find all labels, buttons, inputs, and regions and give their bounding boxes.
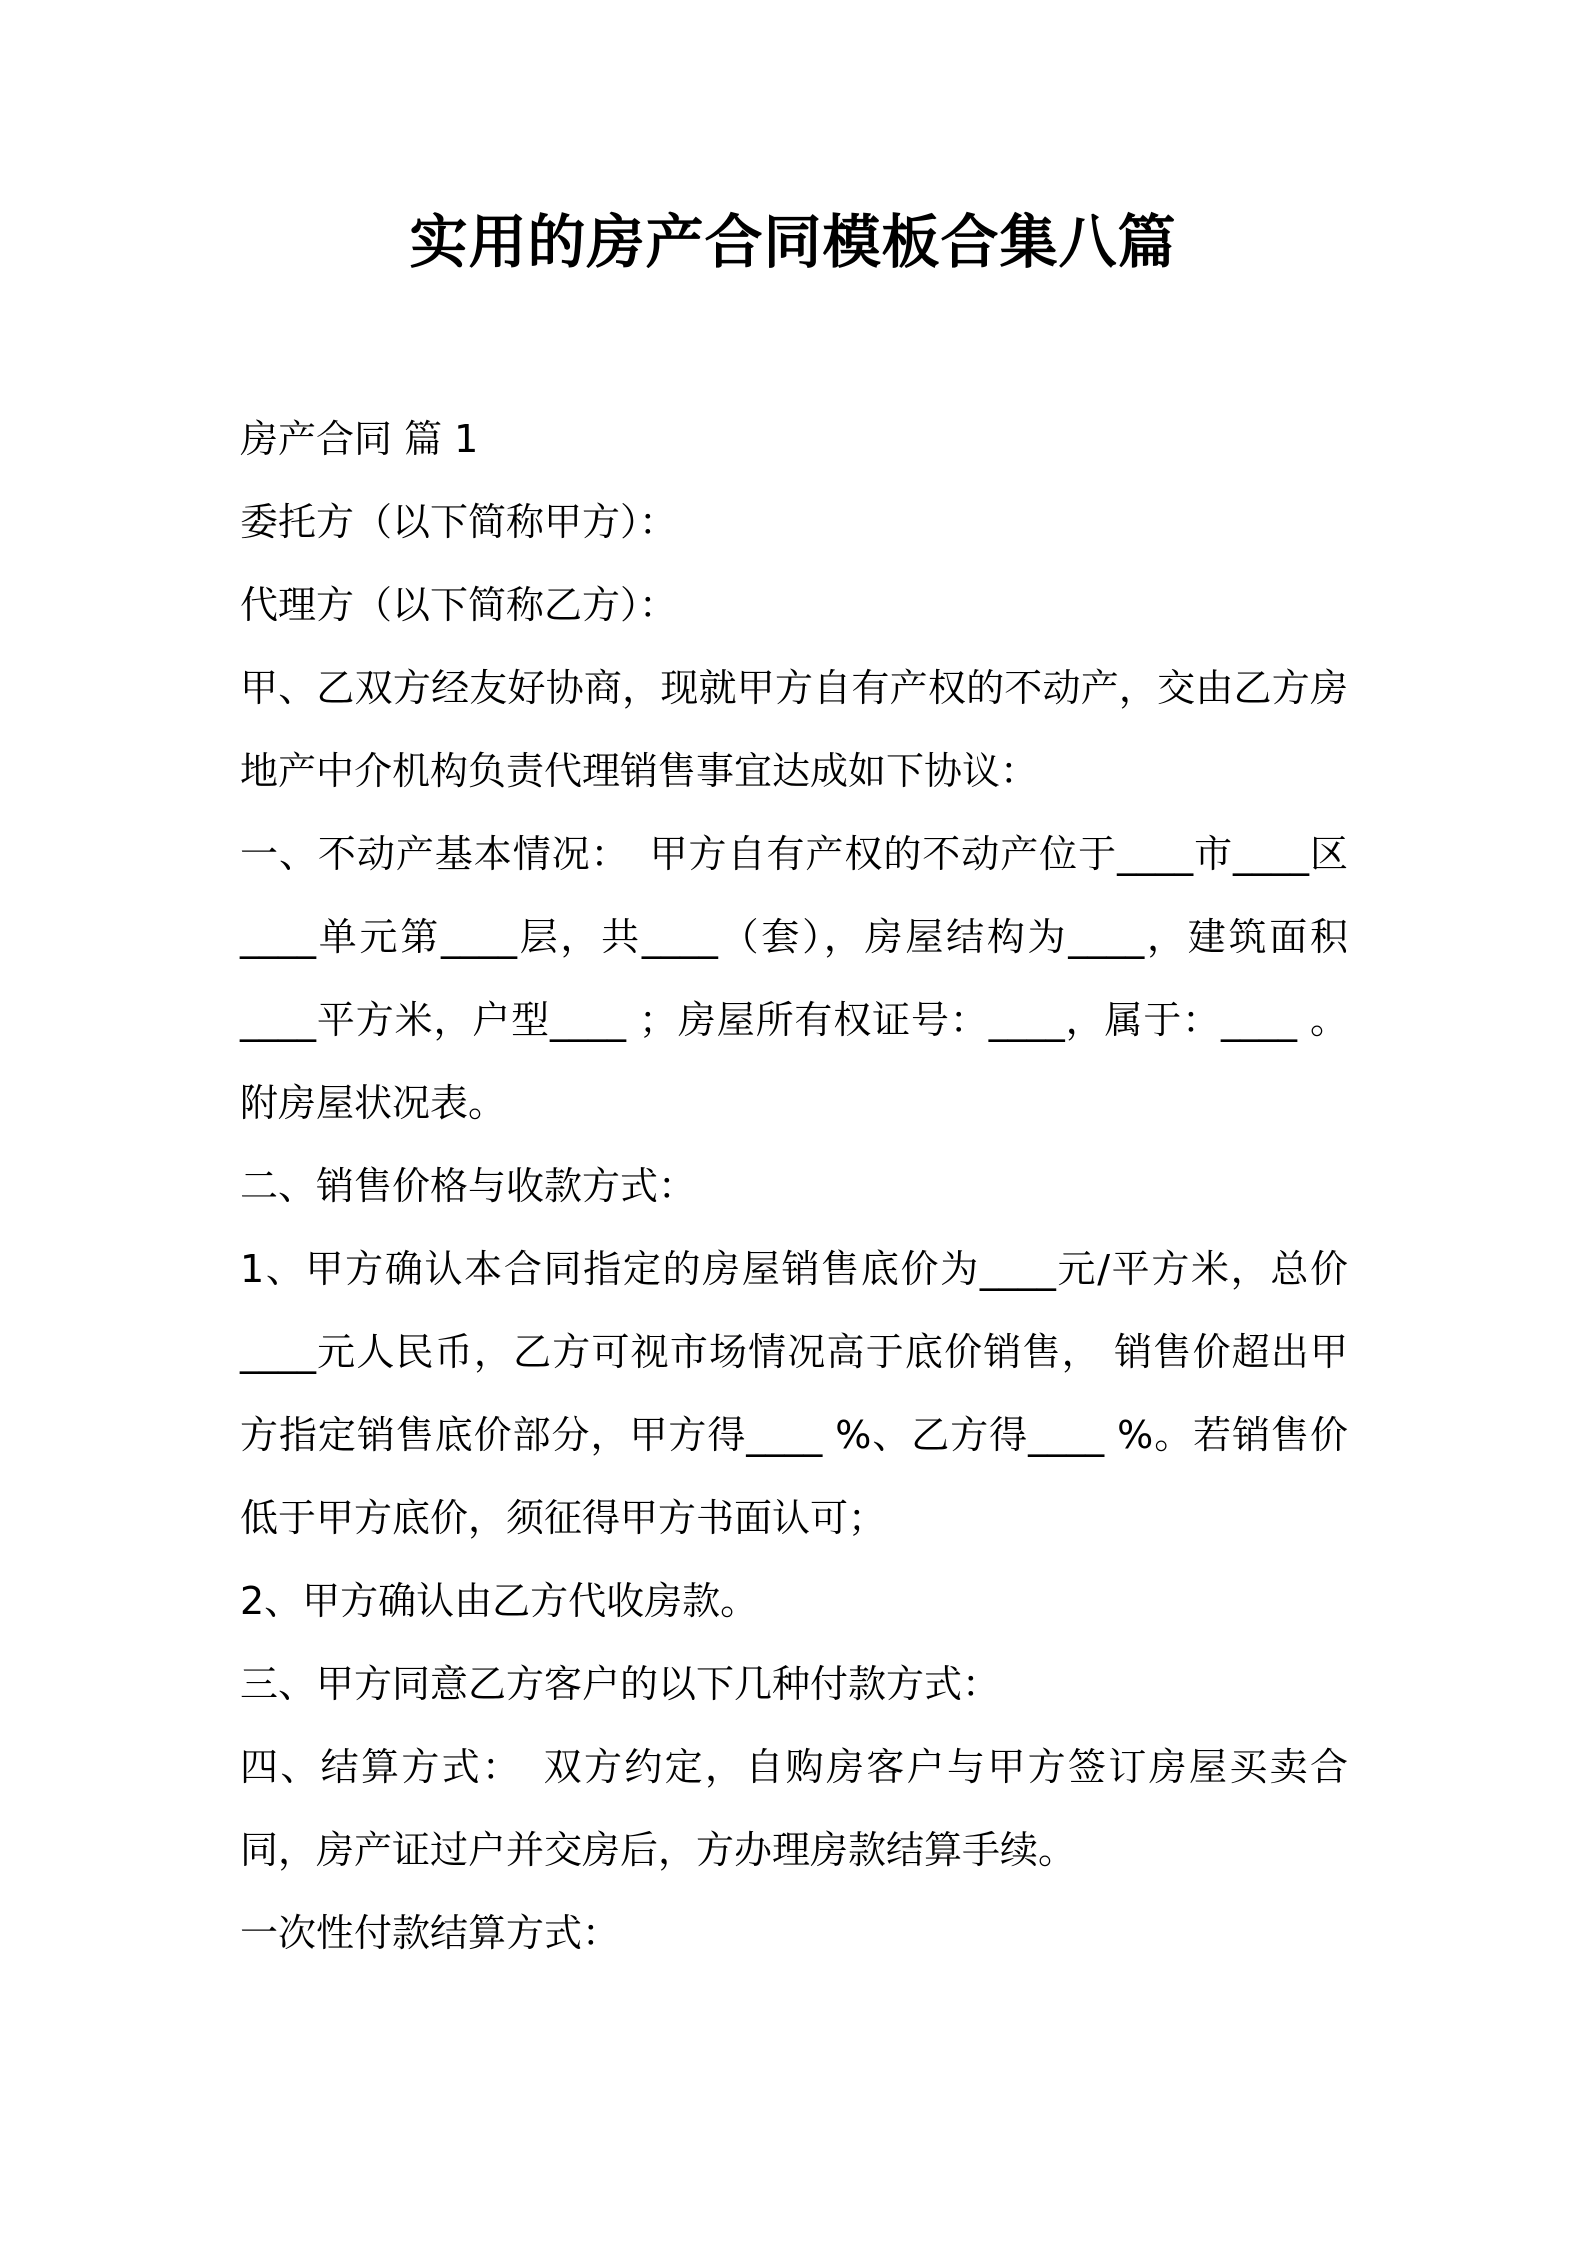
- document-body: [240, 398, 1348, 1975]
- clause-settlement: 四、结算方式： 双方约定，自购房客户与甲方签订房屋买卖合同，房产证过户并交房后，方办理房款结算手续。: [240, 1745, 1348, 1872]
- client-party-line: 委托方（以下简称甲方）：: [240, 500, 678, 544]
- document-title: 实用的房产合同模板合集八篇: [409, 208, 1177, 276]
- clause-property-info: 一、不动产基本情况： 甲方自有产权的不动产位于____市____区____单元第____层，共____（套），房屋结构为____，建筑面积____平方米，户型____ ；房屋所有权证号：____，属于：____ 。附房屋状况表。: [240, 832, 1348, 1125]
- preamble-paragraph: 甲、乙双方经友好协商，现就甲方自有产权的不动产，交由乙方房地产中介机构负责代理销售事宜达成如下协议：: [240, 666, 1348, 793]
- clause-price-heading: 二、销售价格与收款方式：: [240, 1164, 697, 1208]
- clause-price-item-1: 1、甲方确认本合同指定的房屋销售底价为____元/平方米，总价____元人民币，乙方可视市场情况高于底价销售， 销售价超出甲方指定销售底价部分，甲方得____ %、乙方得____ %。若销售价低于甲方底价，须征得甲方书面认可；: [240, 1247, 1348, 1540]
- clause-price-item-2: 2、甲方确认由乙方代收房款。: [240, 1579, 759, 1623]
- clause-payment-methods: 三、甲方同意乙方客户的以下几种付款方式：: [240, 1662, 1001, 1706]
- clause-lump-sum-heading: 一次性付款结算方式：: [240, 1911, 621, 1955]
- section-heading: 房产合同 篇 1: [240, 417, 479, 461]
- agent-party-line: 代理方（以下简称乙方）：: [240, 583, 678, 627]
